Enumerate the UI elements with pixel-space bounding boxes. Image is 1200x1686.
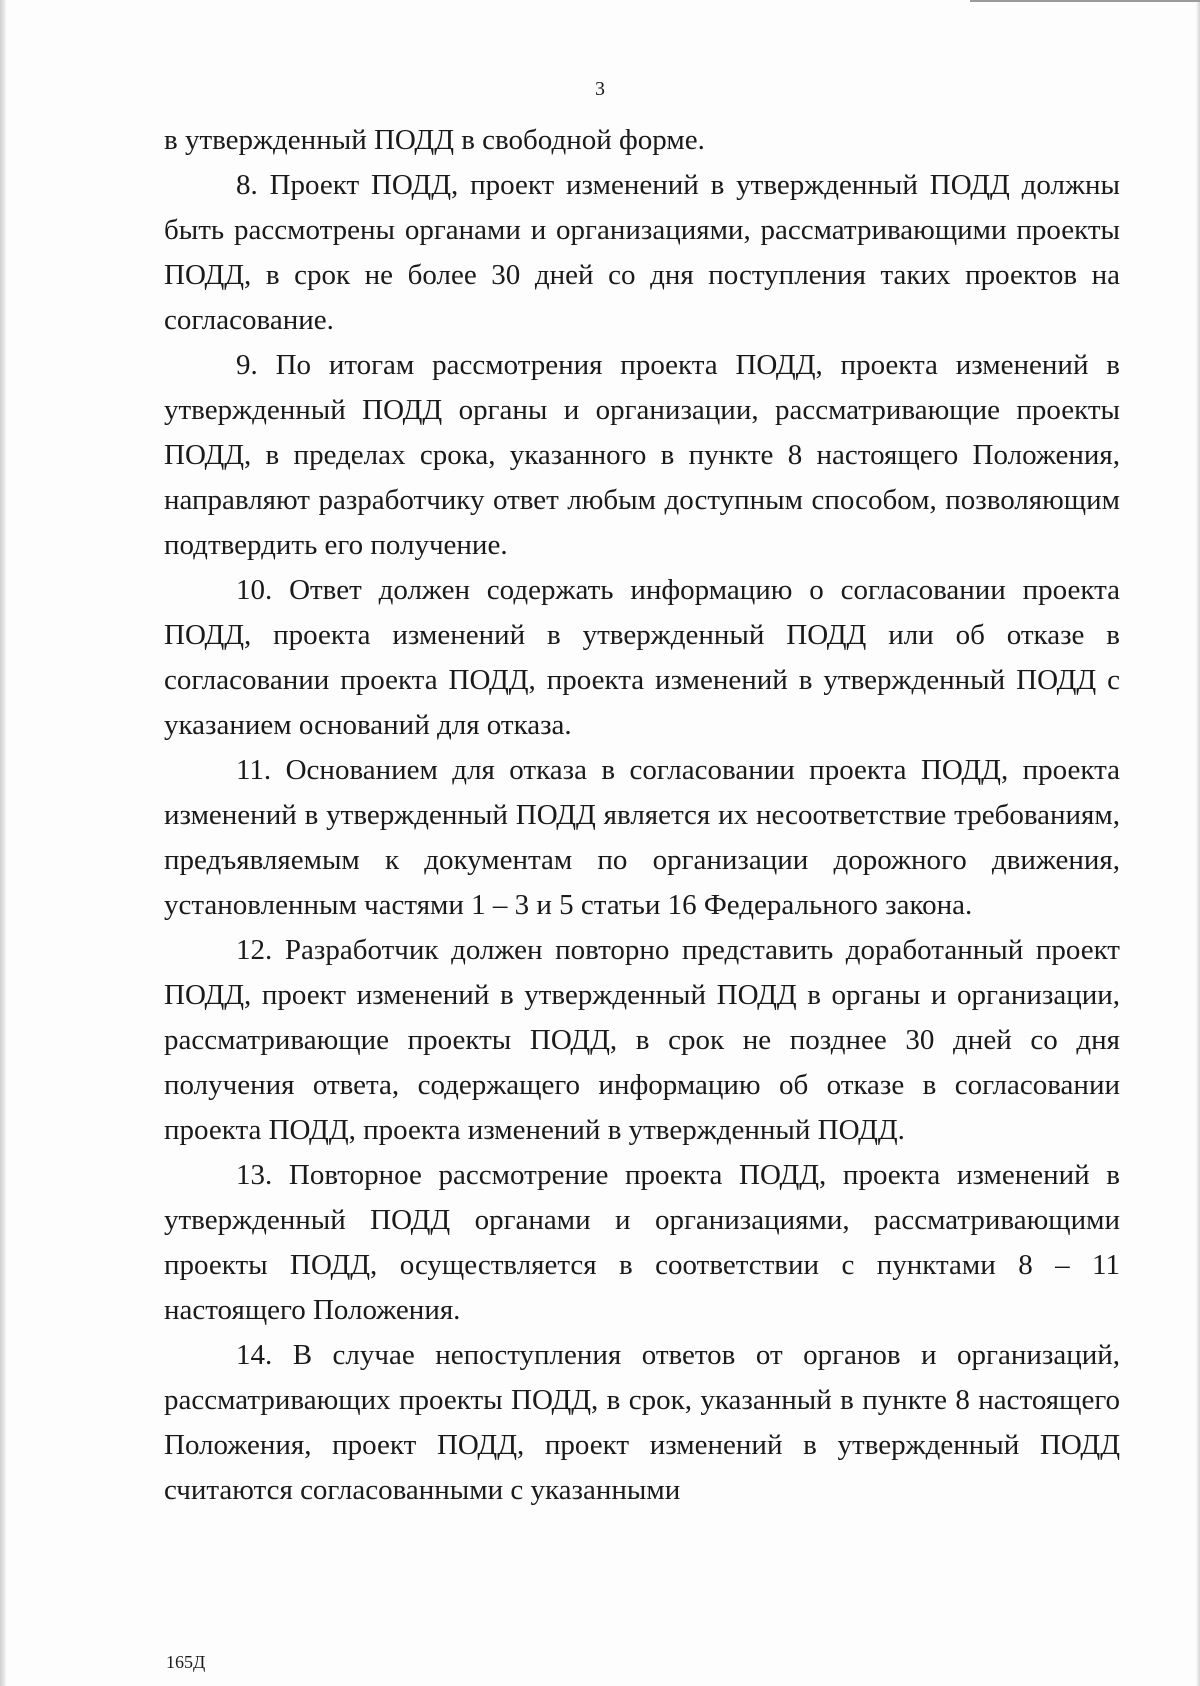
paragraph-11: 11. Основанием для отказа в согласовании проекта ПОДД, проекта изменений в утвержденный ПОДД является их несоответствие требованиям, предъявляемым к документам по организации дорожного движения, установленным частями 1 – 3 и 5 статьи 16 Федерального закона. bbox=[164, 754, 1120, 921]
scan-edge-left bbox=[0, 0, 6, 1686]
paragraph-12: 12. Разработчик должен повторно представить доработанный проект ПОДД, проект изменений в утвержденный ПОДД в органы и организации, рассматривающие проекты ПОДД, в срок не позднее 30 дней со дня получения ответа, содержащего информацию об отказе в согласовании проекта ПОДД, проекта изменений в утвержденный ПОДД. bbox=[164, 934, 1120, 1146]
paragraph-13: 13. Повторное рассмотрение проекта ПОДД, проекта изменений в утвержденный ПОДД органами и организациями, рассматривающими проекты ПОДД, осуществляется в соответствии с пунктами 8 – 11 настоящего Положения. bbox=[164, 1159, 1120, 1326]
page-number: 3 bbox=[595, 78, 605, 100]
scan-line-top bbox=[970, 0, 1200, 2]
paragraph-10: 10. Ответ должен содержать информацию о согласовании проекта ПОДД, проекта изменений в утвержденный ПОДД или об отказе в согласовании проекта ПОДД, проекта изменений в утвержденный ПОДД с указанием оснований для отказа. bbox=[164, 574, 1120, 741]
footer-document-code: 165Д bbox=[166, 1652, 206, 1672]
paragraph-continuation: в утвержденный ПОДД в свободной форме. bbox=[164, 124, 705, 156]
document-body bbox=[164, 118, 1120, 1513]
paragraph-14: 14. В случае непоступления ответов от органов и организаций, рассматривающих проекты ПОДД, в срок, указанный в пункте 8 настоящего Положения, проект ПОДД, проект изменений в утвержденный ПОДД считаются согласованными с указанными bbox=[164, 1339, 1120, 1506]
paragraph-9: 9. По итогам рассмотрения проекта ПОДД, проекта изменений в утвержденный ПОДД органы и организации, рассматривающие проекты ПОДД, в пределах срока, указанного в пункте 8 настоящего Положения, направляют разработчику ответ любым доступным способом, позволяющим подтвердить его получение. bbox=[164, 349, 1120, 561]
paragraph-8: 8. Проект ПОДД, проект изменений в утвержденный ПОДД должны быть рассмотрены органами и организациями, рассматривающими проекты ПОДД, в срок не более 30 дней со дня поступления таких проектов на согласование. bbox=[164, 169, 1120, 336]
scan-edge-right bbox=[1196, 0, 1200, 1686]
